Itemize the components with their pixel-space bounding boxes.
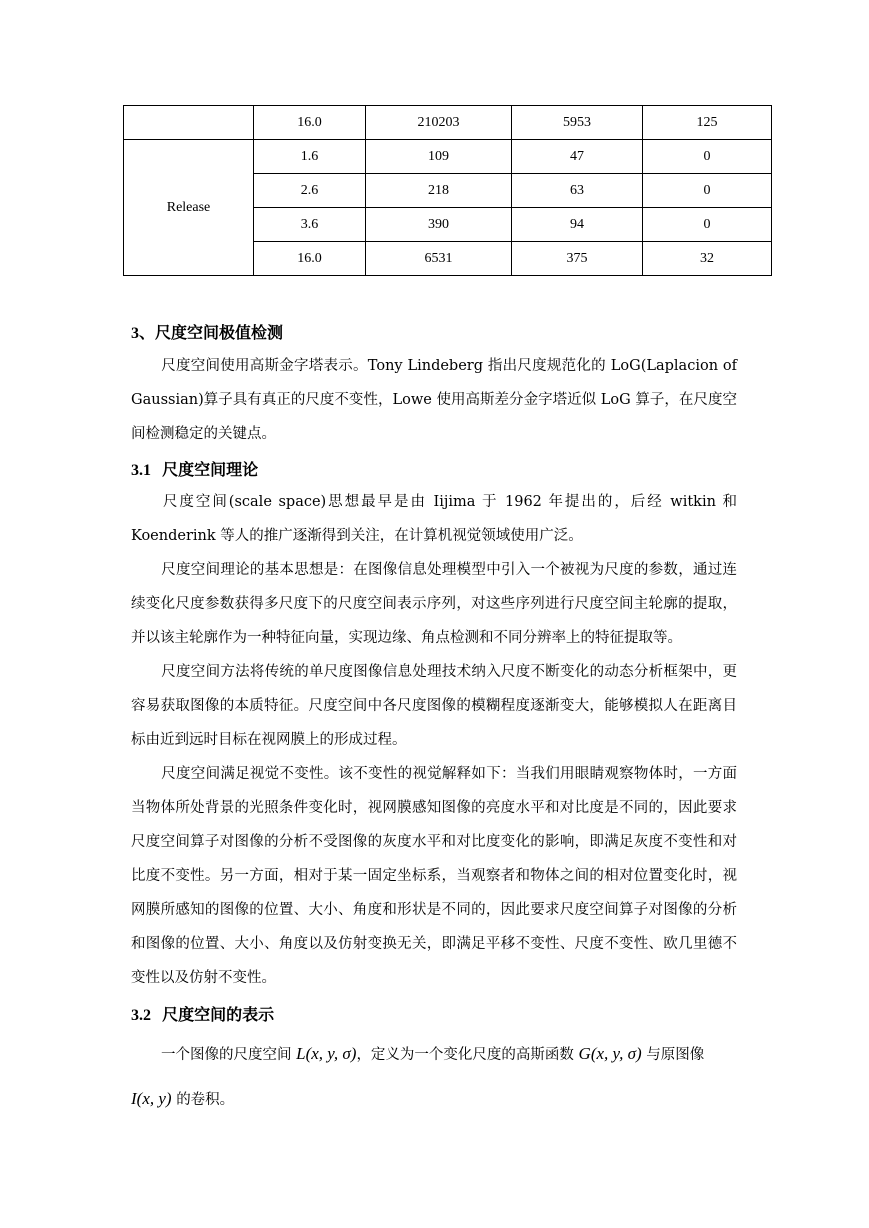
section-heading-3-2 bbox=[131, 1002, 274, 1025]
paragraph-text: 的卷积。 bbox=[176, 1092, 235, 1108]
paragraph bbox=[131, 655, 737, 757]
paragraph-text: 尺度空间理论的基本思想是：在图像信息处理模型中引入一个被视为尺度的参数，通过连续变化尺度参数获得多尺度下的尺度空间表示序列，对这些序列进行尺度空间主轮廓的提取，并以该主轮廓作为一种特征向量，实现边缘、角点检测和不同分辨率上的特征提取等。 bbox=[131, 562, 737, 646]
paragraph-text: 一个图像的尺度空间 bbox=[161, 1047, 292, 1063]
table-cell: 0 bbox=[643, 140, 772, 174]
paragraph-text: 尺度空间满足视觉不变性。该不变性的视觉解释如下：当我们用眼睛观察物体时，一方面当物体所处背景的光照条件变化时，视网膜感知图像的亮度水平和对比度是不同的，因此要求尺度空间算子对图像的分析不受图像的灰度水平和对比度变化的影响，即满足灰度不变性和对比度不变性。另一方面，相对于某一固定坐标系，当观察者和物体之间的相对位置变化时，视网膜所感知的图像的位置、大小、角度和形状是不同的，因此要求尺度空间算子对图像的分析和图像的位置、大小、角度以及仿射变换无关，即满足平移不变性、尺度不变性、欧几里德不变性以及仿射不变性。 bbox=[131, 766, 737, 986]
table-group-cell: Release bbox=[124, 140, 254, 276]
table-cell: 218 bbox=[366, 174, 512, 208]
section-number: 3 bbox=[131, 325, 139, 342]
paragraph bbox=[131, 553, 737, 655]
table-cell: 32 bbox=[643, 242, 772, 276]
paragraph-text: ，定义为一个变化尺度的高斯函数 bbox=[356, 1047, 574, 1063]
section-title: 尺度空间理论 bbox=[162, 460, 259, 479]
formula-I: I(x, y) bbox=[131, 1089, 172, 1108]
paragraph bbox=[131, 757, 737, 995]
table-cell: 125 bbox=[643, 106, 772, 140]
section-title: 、尺度空间极值检测 bbox=[139, 323, 284, 342]
table-cell: 1.6 bbox=[254, 140, 366, 174]
formula-L: L(x, y, σ) bbox=[296, 1044, 357, 1063]
table-cell: 63 bbox=[512, 174, 643, 208]
table-cell bbox=[124, 106, 254, 140]
table-cell: 3.6 bbox=[254, 208, 366, 242]
table-cell: 6531 bbox=[366, 242, 512, 276]
table-cell: 0 bbox=[643, 208, 772, 242]
section-title: 尺度空间的表示 bbox=[162, 1005, 275, 1024]
table-cell: 0 bbox=[643, 174, 772, 208]
table-cell: 210203 bbox=[366, 106, 512, 140]
table-cell: 5953 bbox=[512, 106, 643, 140]
table-cell: 109 bbox=[366, 140, 512, 174]
paragraph-text: 与原图像 bbox=[646, 1047, 705, 1063]
paragraph-text: 尺度空间使用高斯金字塔表示。Tony Lindeberg 指出尺度规范化的 LoG(Laplacion of Gaussian)算子具有真正的尺度不变性，Lowe 使用高斯差分金字塔近似 LoG 算子，在尺度空间检测稳定的关键点。 bbox=[131, 358, 737, 442]
paragraph-text: 尺度空间(scale space)思想最早是由 Iijima 于 1962 年提出的，后经 witkin 和 Koenderink 等人的推广逐渐得到关注，在计算机视觉领域使用广泛。 bbox=[131, 494, 737, 544]
table-cell: 94 bbox=[512, 208, 643, 242]
data-table bbox=[123, 105, 772, 276]
paragraph bbox=[131, 485, 737, 553]
table-cell: 47 bbox=[512, 140, 643, 174]
table-cell: 16.0 bbox=[254, 106, 366, 140]
table-cell: 16.0 bbox=[254, 242, 366, 276]
section-number: 3.1 bbox=[131, 462, 151, 479]
section-number: 3.2 bbox=[131, 1007, 151, 1024]
section-heading-3-1 bbox=[131, 457, 258, 480]
section-heading-3 bbox=[131, 320, 283, 343]
table-row bbox=[124, 140, 772, 174]
table-cell: 390 bbox=[366, 208, 512, 242]
paragraph-text: 尺度空间方法将传统的单尺度图像信息处理技术纳入尺度不断变化的动态分析框架中，更容易获取图像的本质特征。尺度空间中各尺度图像的模糊程度逐渐变大，能够模拟人在距离目标由近到远时目标在视网膜上的形成过程。 bbox=[131, 664, 737, 748]
table-cell: 2.6 bbox=[254, 174, 366, 208]
paragraph bbox=[131, 349, 737, 451]
paragraph-formula bbox=[131, 1032, 737, 1122]
table-cell: 375 bbox=[512, 242, 643, 276]
table-row bbox=[124, 106, 772, 140]
formula-G: G(x, y, σ) bbox=[578, 1044, 642, 1063]
